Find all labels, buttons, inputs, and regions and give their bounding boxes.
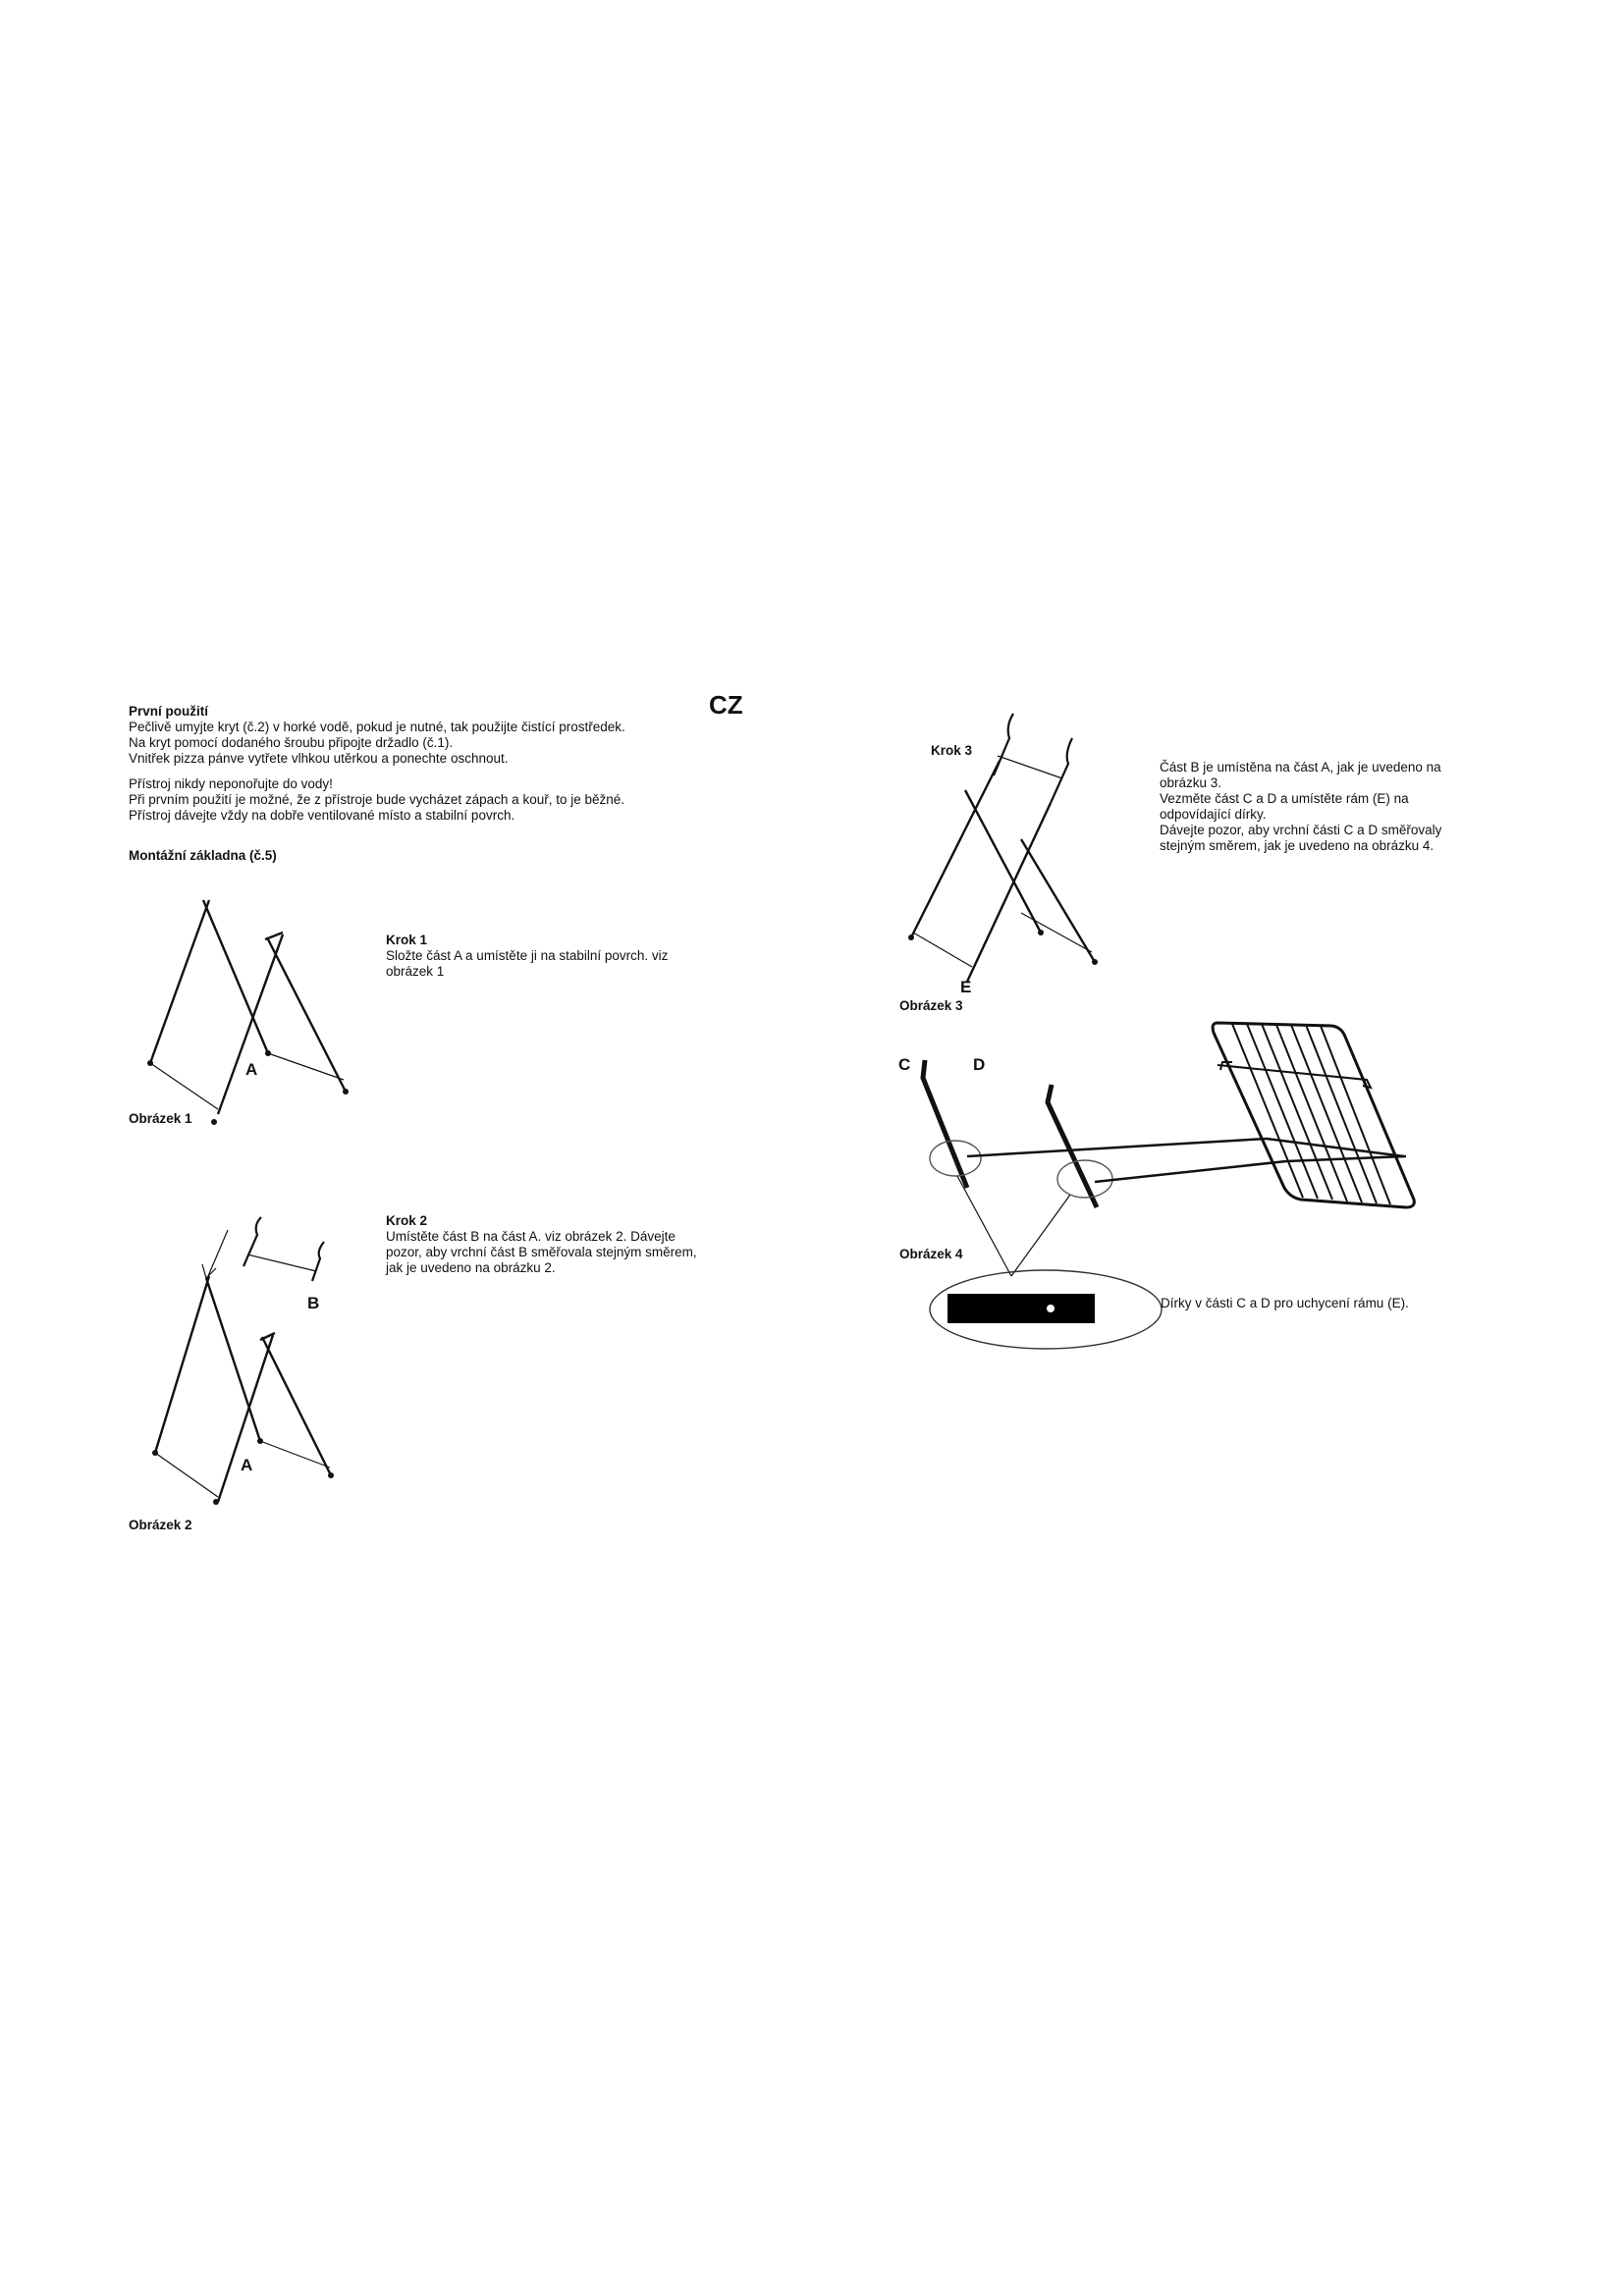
step3-text: Část B je umístěna na část A, jak je uvedeno na obrázku 3. Vezměte část C a D a umístěte rám (E) na odpovídající dírky. Dávejte pozor, aby vrchní části C a D směřovaly stejným směrem, jak je uvedeno na obrázku 4. (1160, 760, 1442, 853)
step1-title: Krok 1 (386, 933, 428, 947)
figure2-frame-a-leg (206, 1278, 260, 1441)
figure2-foot (213, 1499, 219, 1505)
figure4-drawing (0, 0, 1, 1)
figure4-rack-wire (1276, 1025, 1347, 1201)
figure4-zoom-line (1011, 1195, 1070, 1276)
figure4-rail-c (923, 1060, 967, 1188)
figure4-hole-detail (1047, 1305, 1055, 1312)
figure2-label-b: B (307, 1294, 320, 1312)
figure4-rack-wire (1306, 1025, 1377, 1203)
figure3-frame-a-leg (911, 761, 1000, 937)
figure1-foot (343, 1089, 349, 1095)
figure3-foot (1038, 930, 1044, 935)
figure1-foot (265, 1050, 271, 1056)
figure3-frame-b-leg (1021, 839, 1095, 962)
figure3-crossbar (913, 933, 972, 967)
figure4-rack-wire (1232, 1024, 1303, 1198)
figure4-label-c: C (898, 1055, 911, 1074)
figure2-foot (257, 1438, 263, 1444)
figure2-arrow-head (202, 1264, 216, 1278)
figure3-frame-b-top (1051, 738, 1072, 803)
figure2-frame-b-leg (218, 1335, 273, 1502)
figure1-crossbar (150, 1063, 218, 1109)
assembly-title: Montážní základna (č.5) (129, 848, 277, 863)
figure4-rack-wire (1247, 1024, 1318, 1199)
figure3-crossbar (1021, 913, 1092, 952)
figure3-frame-b-bar (998, 756, 1062, 778)
figure4-rail-d (1048, 1085, 1097, 1207)
figure2-foot (328, 1472, 334, 1478)
figure1-frame-a-leg (203, 900, 268, 1053)
figure1-frame-a-leg (150, 900, 209, 1063)
figure1-frame-b-leg (267, 937, 346, 1092)
figure4-guide-line (1267, 1139, 1404, 1156)
figure3-foot (1092, 959, 1098, 965)
figure4-rail-detail (947, 1294, 1095, 1323)
step3-title: Krok 3 (931, 743, 973, 758)
figure1-caption: Obrázek 1 (129, 1111, 192, 1126)
figure1-label-a: A (245, 1060, 258, 1079)
figure2-frame-b-top (312, 1242, 324, 1281)
figure2-frame-a-leg (155, 1276, 209, 1453)
figure3-caption: Obrázek 3 (899, 998, 963, 1013)
figure1-foot (211, 1119, 217, 1125)
figure2-caption: Obrázek 2 (129, 1518, 192, 1532)
step2-title: Krok 2 (386, 1213, 428, 1228)
first-use-paragraph-1: Pečlivě umyjte kryt (č.2) v horké vodě, pokud je nutné, tak použijte čistící prostředek. Na kryt pomocí dodaného šroubu připojte držadlo (č.1). Vnitřek pizza pánve vytřete vlhkou utěrkou a ponechte oschnout. (129, 720, 625, 766)
figure2-label-a: A (241, 1456, 253, 1474)
figure4-hole-text: Dírky v části C a D pro uchycení rámu (E). (1161, 1296, 1409, 1310)
figure3-frame-a-leg (965, 790, 1041, 933)
language-badge: CZ (709, 690, 743, 720)
figure3-foot (908, 934, 914, 940)
figure2-frame-b-bar (247, 1255, 316, 1271)
step1-text: Složte část A a umístěte ji na stabilní povrch. viz obrázek 1 (386, 948, 669, 979)
figure4-label-d: D (973, 1055, 986, 1074)
step2-text: Umístěte část B na část A. viz obrázek 2. Dávejte pozor, aby vrchní část B směřovala stejným směrem, jak je uvedeno na obrázku 2. (386, 1229, 697, 1275)
figure2-crossbar (155, 1453, 218, 1497)
first-use-title: První použití (129, 704, 208, 719)
figure2-arrow-shaft (208, 1230, 228, 1276)
figure1-foot (147, 1060, 153, 1066)
figure2-foot (152, 1450, 158, 1456)
figure3-label-e: E (960, 978, 972, 996)
figure2-frame-b-top (244, 1217, 261, 1266)
figure4-guide-line (1095, 1161, 1286, 1182)
figure1-frame-b-leg (218, 934, 283, 1114)
figure4-rack-wire (1262, 1024, 1332, 1200)
figure4-guide-line (967, 1139, 1267, 1156)
figure4-caption: Obrázek 4 (899, 1247, 963, 1261)
first-use-paragraph-2: Přístroj nikdy neponořujte do vody! Při prvním použití je možné, že z přístroje bude vycházet zápach a kouř, to je běžné. Přístroj dávejte vždy na dobře ventilované místo a stabilní povrch. (129, 776, 625, 823)
figure3-frame-b-leg (967, 803, 1051, 982)
figure4-zoom-line (957, 1176, 1011, 1276)
